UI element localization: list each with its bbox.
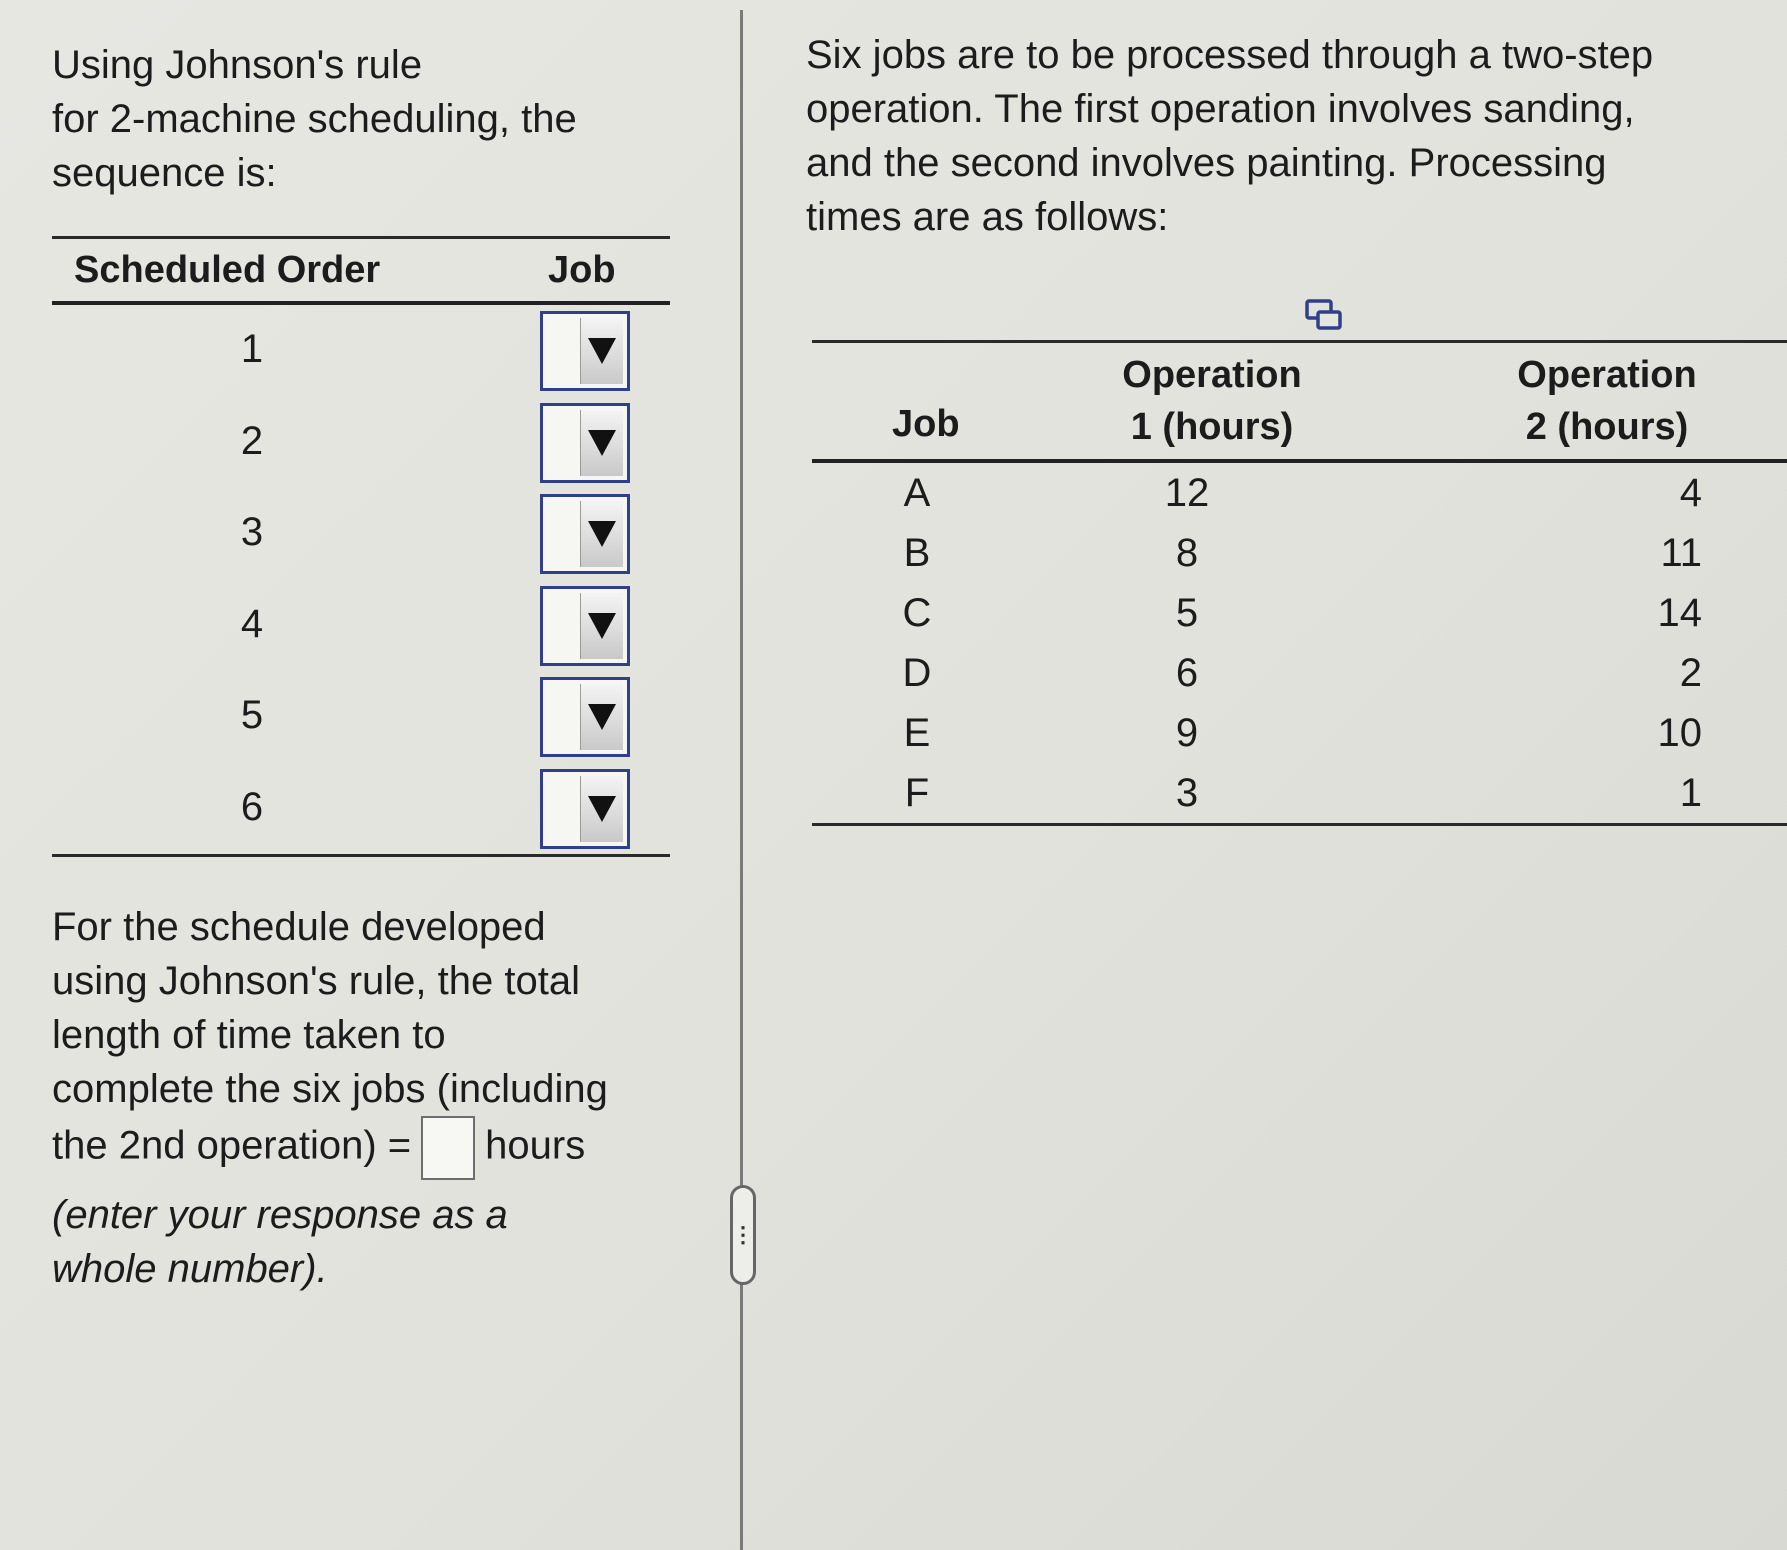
dropdown-arrow-icon[interactable] xyxy=(580,410,623,476)
question-line: using Johnson's rule, the total xyxy=(52,959,580,1003)
hint-line: (enter your response as a xyxy=(52,1193,508,1237)
table-row xyxy=(52,488,670,580)
job-cell: F xyxy=(904,771,930,815)
question-line: length of time taken to xyxy=(52,1013,446,1057)
table-row xyxy=(812,583,1787,643)
op2-cell: 14 xyxy=(1657,591,1702,635)
question-line: For the schedule developed xyxy=(52,905,546,949)
job-cell: A xyxy=(903,471,931,515)
table-row xyxy=(52,671,670,763)
op1-cell: 5 xyxy=(1175,591,1199,635)
header-line: 1 (hours) xyxy=(1130,406,1294,448)
header-line: 2 (hours) xyxy=(1525,406,1689,448)
order-number: 2 xyxy=(240,418,264,463)
op1-cell: 3 xyxy=(1175,771,1199,815)
more-options-handle-icon[interactable] xyxy=(730,1185,756,1285)
copy-table-icon[interactable] xyxy=(1304,298,1344,332)
job-select-4[interactable] xyxy=(540,586,630,666)
order-number: 4 xyxy=(240,601,264,646)
op1-cell: 6 xyxy=(1175,651,1199,695)
job-select-2[interactable] xyxy=(540,403,630,483)
job-select-6[interactable] xyxy=(540,769,630,849)
problem-pane xyxy=(806,28,1766,815)
order-number: 1 xyxy=(240,327,264,371)
dropdown-arrow-icon[interactable] xyxy=(580,684,623,750)
table-row xyxy=(52,397,670,489)
op1-cell: 9 xyxy=(1175,711,1199,755)
sequence-prompt xyxy=(52,38,692,200)
total-time-question xyxy=(52,900,692,1296)
job-cell: E xyxy=(903,711,931,755)
job-select-5[interactable] xyxy=(540,677,630,757)
table-row xyxy=(52,763,670,855)
job-cell: B xyxy=(903,531,931,575)
processing-table-header xyxy=(812,343,1787,463)
table-row xyxy=(812,763,1787,823)
schedule-table-header xyxy=(52,239,670,305)
dropdown-arrow-icon[interactable] xyxy=(580,318,623,384)
prompt-line: for 2-machine scheduling, the xyxy=(52,97,577,141)
job-select-3[interactable] xyxy=(540,494,630,574)
header-operation-1 xyxy=(1112,349,1312,453)
header-job: Job xyxy=(892,403,960,445)
hint-line: whole number). xyxy=(52,1247,328,1291)
prompt-line: sequence is: xyxy=(52,151,277,195)
input-suffix: hours xyxy=(485,1123,586,1168)
dropdown-arrow-icon[interactable] xyxy=(580,593,623,659)
job-select-1[interactable] xyxy=(540,311,630,391)
dropdown-arrow-icon[interactable] xyxy=(580,776,623,842)
input-prefix: the 2nd operation) = xyxy=(52,1123,412,1168)
op2-cell: 2 xyxy=(1679,651,1702,695)
header-line: Operation xyxy=(1517,354,1697,396)
schedule-order-table xyxy=(52,236,670,857)
order-number: 6 xyxy=(240,784,264,829)
problem-line: and the second involves painting. Processing xyxy=(806,141,1607,185)
answer-pane xyxy=(52,38,692,1291)
op1-cell: 8 xyxy=(1175,531,1199,575)
op2-cell: 1 xyxy=(1679,771,1702,815)
op2-cell: 11 xyxy=(1660,531,1702,575)
op2-cell: 10 xyxy=(1657,711,1702,755)
job-cell: C xyxy=(902,591,932,635)
response-hint xyxy=(52,1188,692,1296)
question-line: complete the six jobs (including xyxy=(52,1067,608,1111)
op2-cell: 4 xyxy=(1679,471,1702,515)
total-hours-input[interactable] xyxy=(421,1116,475,1180)
problem-line: times are as follows: xyxy=(806,195,1169,239)
problem-line: operation. The first operation involves sanding, xyxy=(806,87,1635,131)
problem-line: Six jobs are to be processed through a two-step xyxy=(806,33,1654,77)
job-cell: D xyxy=(902,651,932,695)
order-number: 5 xyxy=(240,693,264,737)
problem-statement xyxy=(806,28,1766,244)
header-line: Operation xyxy=(1122,354,1302,396)
op1-cell: 12 xyxy=(1164,471,1210,515)
dropdown-arrow-icon[interactable] xyxy=(580,501,623,567)
handle-dots: ⋮ xyxy=(732,1222,754,1247)
table-row xyxy=(812,523,1787,583)
table-row xyxy=(812,703,1787,763)
pane-divider[interactable] xyxy=(740,10,743,1550)
table-row xyxy=(52,305,670,397)
header-operation-2 xyxy=(1492,349,1722,453)
prompt-line: Using Johnson's rule xyxy=(52,43,423,87)
header-scheduled-order: Scheduled Order xyxy=(74,249,381,291)
table-row xyxy=(52,580,670,672)
header-job: Job xyxy=(548,249,616,291)
table-row xyxy=(812,463,1787,523)
order-number: 3 xyxy=(240,510,264,554)
table-row xyxy=(812,643,1787,703)
processing-times-table xyxy=(812,340,1787,826)
